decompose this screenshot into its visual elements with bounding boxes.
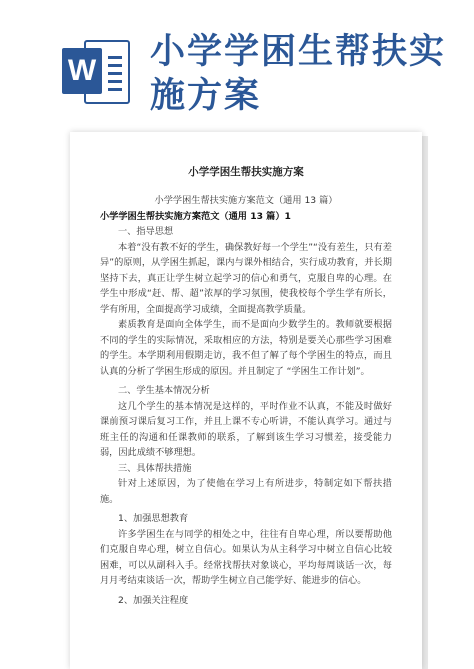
document-paragraph: 针对上述原因，为了使他在学习上有所进步，特制定如下帮扶措施。: [100, 478, 392, 505]
document-title: 小学学困生帮扶实施方案: [188, 166, 304, 178]
document-paragraph: 1、加强思想教育: [118, 513, 189, 524]
document-paragraph: 小学学困生帮扶实施方案范文（通用 13 篇）1: [100, 210, 291, 222]
document-page: [70, 132, 422, 669]
word-logo-badge: W: [62, 48, 102, 94]
document-paragraph: 许多学困生在与同学的相处之中，往往有自卑心理，所以要帮助他们克服自卑心理，树立自信心。如果认为从主科学习中树立自信心比较困难，可以从副科入手。经常找帮扶对象谈心，平均每周谈话一次，每月月考结束谈话一次，帮助学生树立自己能学好、能进步的信心。: [100, 528, 392, 586]
document-paragraph: 这几个学生的基本情况是这样的，平时作业不认真，不能及时做好课前预习课后复习工作，并且上课不专心听讲，不能认真学习。通过与班主任的沟通和任课教师的联系，了解到该生学习习惯差，接受能力弱，因此成绩不够理想。: [100, 400, 392, 458]
document-paragraph: 本着“没有教不好的学生，确保教好每一个学生”“没有差生，只有差异”的原则，从学困生抓起，课内与课外相结合，实行成功教育，并长期坚持下去，真正让学生树立起学习的信心和勇气，克服自卑的心理。在学生中形成“赶、帮、超”浓厚的学习氛围，使我校每个学生学有所长，学有所用，全面提高学习成绩，全面提高教学质量。: [100, 241, 392, 315]
word-doc-icon: [62, 36, 134, 108]
page-title: 小学学困生帮扶实施方案: [150, 32, 447, 116]
document-paragraph: 2、加强关注程度: [118, 594, 189, 606]
document-paragraph: 小学学困生帮扶实施方案范文（通用 13 篇）: [154, 195, 338, 206]
document-paragraph: 素质教育是面向全体学生，而不是面向少数学生的。教师就要根据不同的学生的实际情况，采取相应的方法，特别是要关心那些学习困难的学生。本学期利用假期走访，我不但了解了每个学困生的特点，而且认真的分析了学困生形成的原因。并且制定了 “学困生工作计划”。: [100, 319, 392, 377]
document-body: [100, 193, 392, 608]
document-header: [0, 0, 474, 128]
document-paragraph: 三、具体帮扶措施: [118, 462, 192, 474]
document-paragraph: 二、学生基本情况分析: [118, 385, 210, 396]
document-paragraph: 一、指导思想: [118, 226, 174, 237]
